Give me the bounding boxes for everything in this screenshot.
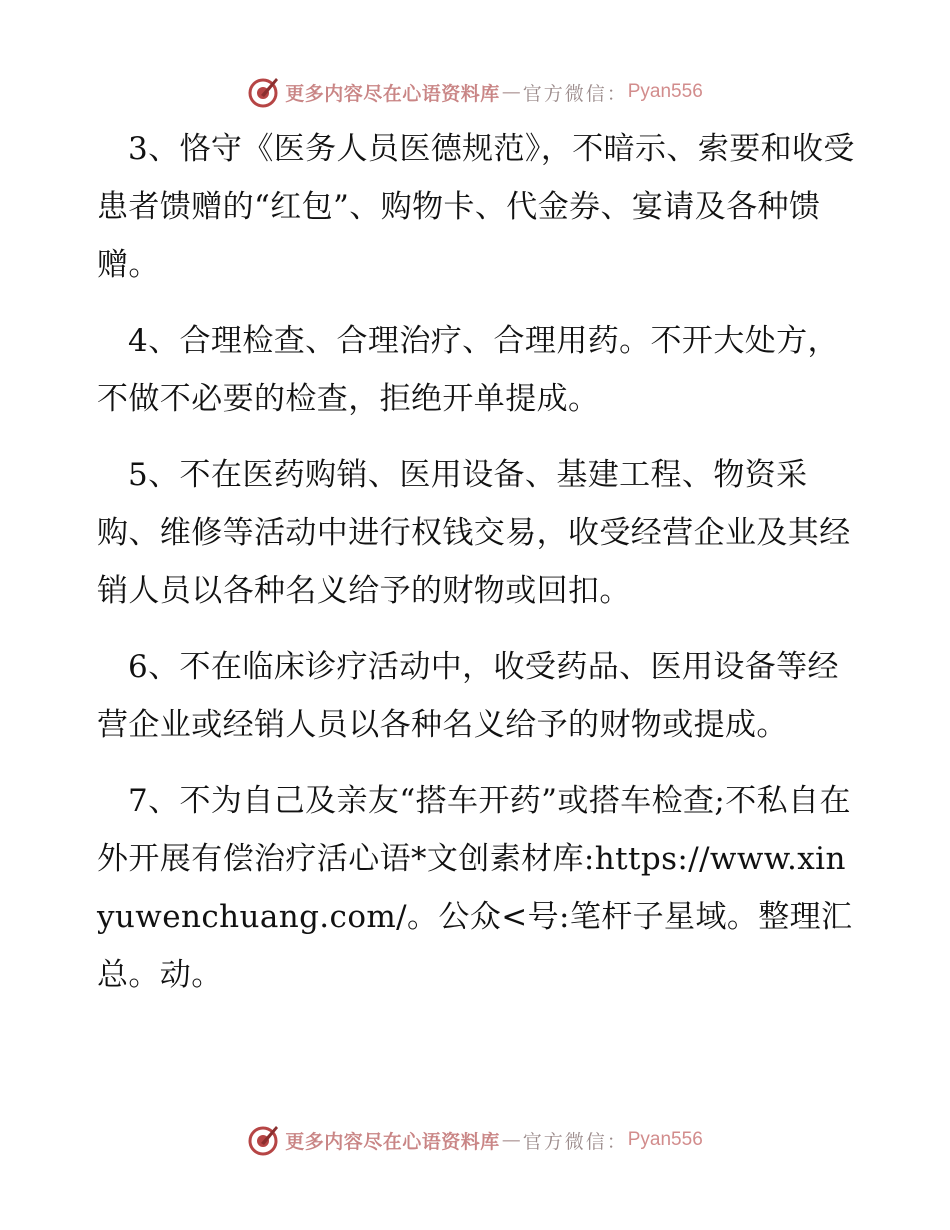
banner-site-text: 更多内容尽在心语资料库: [285, 1130, 500, 1153]
banner-site-text: 更多内容尽在心语资料库: [285, 82, 500, 105]
banner-wechat-label: 官方微信：: [522, 82, 628, 105]
quill-logo-icon: [247, 75, 281, 109]
banner-separator: —: [501, 1129, 521, 1151]
paragraph-7: 7、不为自己及亲友“搭车开药”或搭车检查;不私自在外开展有偿治疗活心语*文创素材库:https://www.xinyuwenchuang.com/。公众<号:笔杆子星域。整理汇总。动。: [97, 783, 853, 993]
banner-wechat-label: 官方微信：: [522, 1130, 628, 1153]
paragraph-3: 3、恪守《医务人员医德规范》，不暗示、索要和收受患者馈赠的“红包”、购物卡、代金券、宴请及各种馈赠。: [97, 131, 855, 283]
header-banner: [0, 72, 950, 112]
paragraph-4: 4、合理检查、合理治疗、合理用药。不开大处方，不做不必要的检查，拒绝开单提成。: [97, 323, 839, 417]
footer-banner: [0, 1120, 950, 1160]
banner-separator: —: [501, 81, 521, 103]
quill-logo-icon: [247, 1123, 281, 1157]
paragraph-5: 5、不在医药购销、医用设备、基建工程、物资采购、维修等活动中进行权钱交易，收受经营企业及其经销人员以各种名义给予的财物或回扣。: [97, 457, 851, 609]
banner-wechat-id: Pyan556: [627, 81, 703, 102]
banner-wechat-id: Pyan556: [627, 1129, 703, 1150]
paragraph-6: 6、不在临床诊疗活动中，收受药品、医用设备等经营企业或经销人员以各种名义给予的财物或提成。: [97, 649, 839, 743]
document-body: [97, 120, 857, 1022]
